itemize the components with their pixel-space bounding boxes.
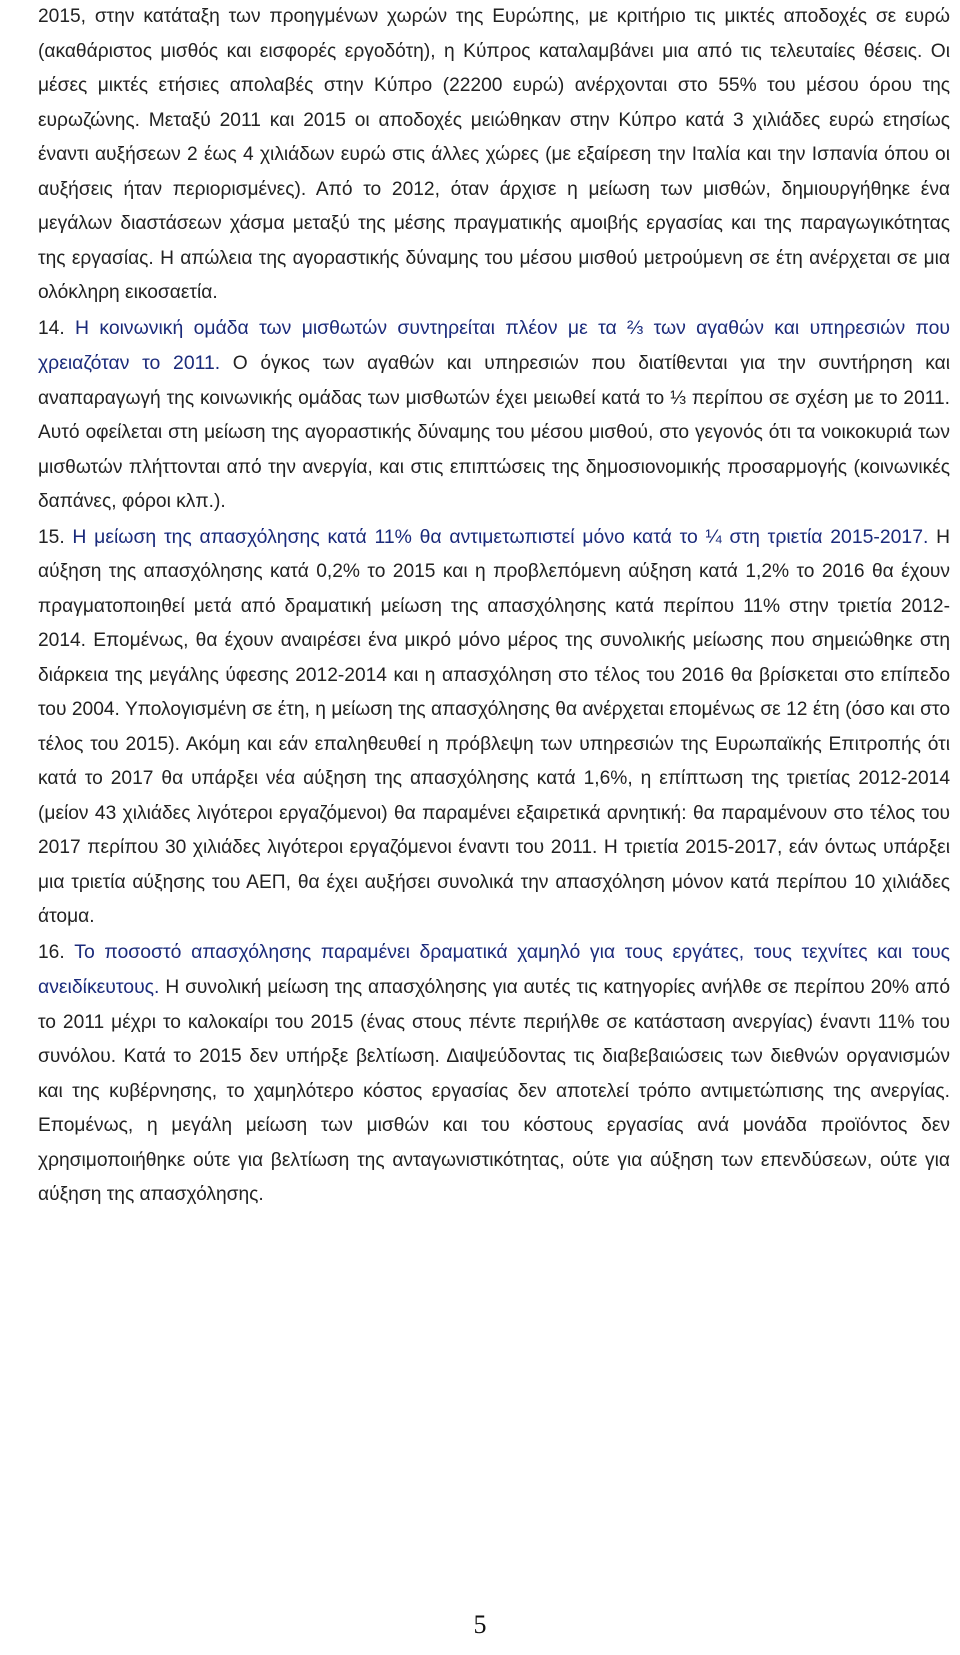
- page-number: 5: [473, 1610, 487, 1639]
- item-number: 14.: [38, 317, 65, 339]
- intro-paragraph: 2015, στην κατάταξη των προηγμένων χωρών της Ευρώπης, με κριτήριο τις μικτές αποδοχές σε ευρώ (ακαθάριστος μισθός και εισφορές εργοδότη), η Κύπρος καταλαμβάνει μια από τις τελευταίες θέσεις. Οι μέσες μικτές ετήσιες απολαβές στην Κύπρο (22200 ευρώ) ανέρχονται στο 55% του μέσου όρου της ευρωζώνης. Μεταξύ 2011 και 2015 οι αποδοχές μειώθηκαν στην Κύπρο κατά 3 χιλιάδες ευρώ ετησίως έναντι αυξήσεων 2 έως 4 χιλιάδων ευρώ στις άλλες χώρες (με εξαίρεση την Ιταλία και την Ισπανία όπου οι αυξήσεις ήταν περιορισμένες). Από το 2012, όταν άρχισε η μείωση των μισθών, δημιουργήθηκε ένα μεγάλων διαστάσεων χάσμα μεταξύ της μέσης πραγματικής αμοιβής εργασίας και της παραγωγικότητας της εργασίας. Η απώλεια της αγοραστικής δύναμης του μέσου μισθού μετρούμενη σε έτη ανέρχεται σε μια ολόκληρη εικοσαετία.: [38, 6, 950, 303]
- document-page: [38, 0, 950, 1213]
- item-text: Η συνολική μείωση της απασχόλησης για αυτές τις κατηγορίες ανήλθε σε περίπου 20% από το 2011 μέχρι το καλοκαίρι του 2015 (ένας στους πέντε περιήλθε σε κατάσταση ανεργίας) έναντι 11% του συνόλου. Κατά το 2015 δεν υπήρξε βελτίωση. Διαψεύδοντας τις διαβεβαιώσεις των διεθνών οργανισμών και της κυβέρνησης, το χαμηλότερο κόστος εργασίας δεν αποτελεί τρόπο αντιμετώπισης της ανεργίας. Επομένως, η μεγάλη μείωση των μισθών και του κόστους εργασίας ανά μονάδα προϊόντος δεν χρησιμοποιήθηκε ούτε για βελτίωση της ανταγωνιστικότητας, ούτε για αύξηση των επενδύσεων, ούτε για αύξηση της απασχόλησης.: [38, 977, 950, 1205]
- item-number: 16.: [38, 941, 65, 963]
- item-text: Ο όγκος των αγαθών και υπηρεσιών που διατίθενται για την συντήρηση και αναπαραγωγή της κοινωνικής ομάδας των μισθωτών έχει μειωθεί κατά το ⅓ περίπου σε σχέση με το 2011. Αυτό οφείλεται στη μείωση της αγοραστικής δύναμης του μέσου μισθού, στο γεγονός ότι τα νοικοκυριά των μισθωτών πλήττονται από την ανεργία, και στις επιπτώσεις της δημοσιονομικής προσαρμογής (κοινωνικές δαπάνες, φόροι κλπ.).: [38, 353, 951, 512]
- item-heading: Η μείωση της απασχόλησης κατά 11% θα αντιμετωπιστεί μόνο κατά το ¼ στη τριετία 2015-2017.: [72, 525, 929, 548]
- list-item-15: [38, 520, 950, 935]
- list-item-16: [38, 935, 950, 1213]
- list-item-14: [38, 311, 950, 520]
- item-heading: Η κοινωνική ομάδα των μισθωτών συντηρείται πλέον με τα ⅔ των αγαθών και υπηρεσιών που χρειαζόταν το 2011.: [38, 316, 950, 374]
- item-text: Η αύξηση της απασχόλησης κατά 0,2% το 2015 και η προβλεπόμενη αύξηση κατά 1,2% το 2016 θα έχουν πραγματοποιηθεί μετά από δραματική μείωση της απασχόλησης κατά περίπου 11% στην τριετία 2012-2014. Επομένως, θα έχουν αναιρέσει ένα μικρό μόνο μέρος της συνολικής μείωσης που σημειώθηκε στη διάρκεια της μεγάλης ύφεσης 2012-2014 και η απασχόληση στο τέλος του 2016 θα βρίσκεται στο επίπεδο του 2004. Υπολογισμένη σε έτη, η μείωση της απασχόλησης θα ανέρχεται επομένως σε 12 έτη (όσο και στο τέλος του 2015). Ακόμη και εάν επαληθευθεί η πρόβλεψη των υπηρεσιών της Ευρωπαϊκής Επιτροπής ότι κατά το 2017 θα υπάρξει νέα αύξηση της απασχόλησης κατά 1,6%, η επίπτωση της τριετίας 2012-2014 (μείον 43 χιλιάδες λιγότεροι εργαζόμενοι) θα παραμένει εξαιρετικά αρνητική: θα παραμένουν στο τέλος του 2017 περίπου 30 χιλιάδες λιγότεροι εργαζόμενοι έναντι του 2011. Η τριετία 2015-2017, εάν όντως υπάρξει μια τριετία αύξησης του ΑΕΠ, θα έχει αυξήσει συνολικά την απασχόληση μόνον κατά περίπου 10 χιλιάδες άτομα.: [38, 526, 950, 927]
- item-number: 15.: [38, 526, 65, 548]
- item-heading: Το ποσοστό απασχόλησης παραμένει δραματικά χαμηλό για τους εργάτες, τους τεχνίτες και τους ανειδίκευτους.: [38, 940, 950, 998]
